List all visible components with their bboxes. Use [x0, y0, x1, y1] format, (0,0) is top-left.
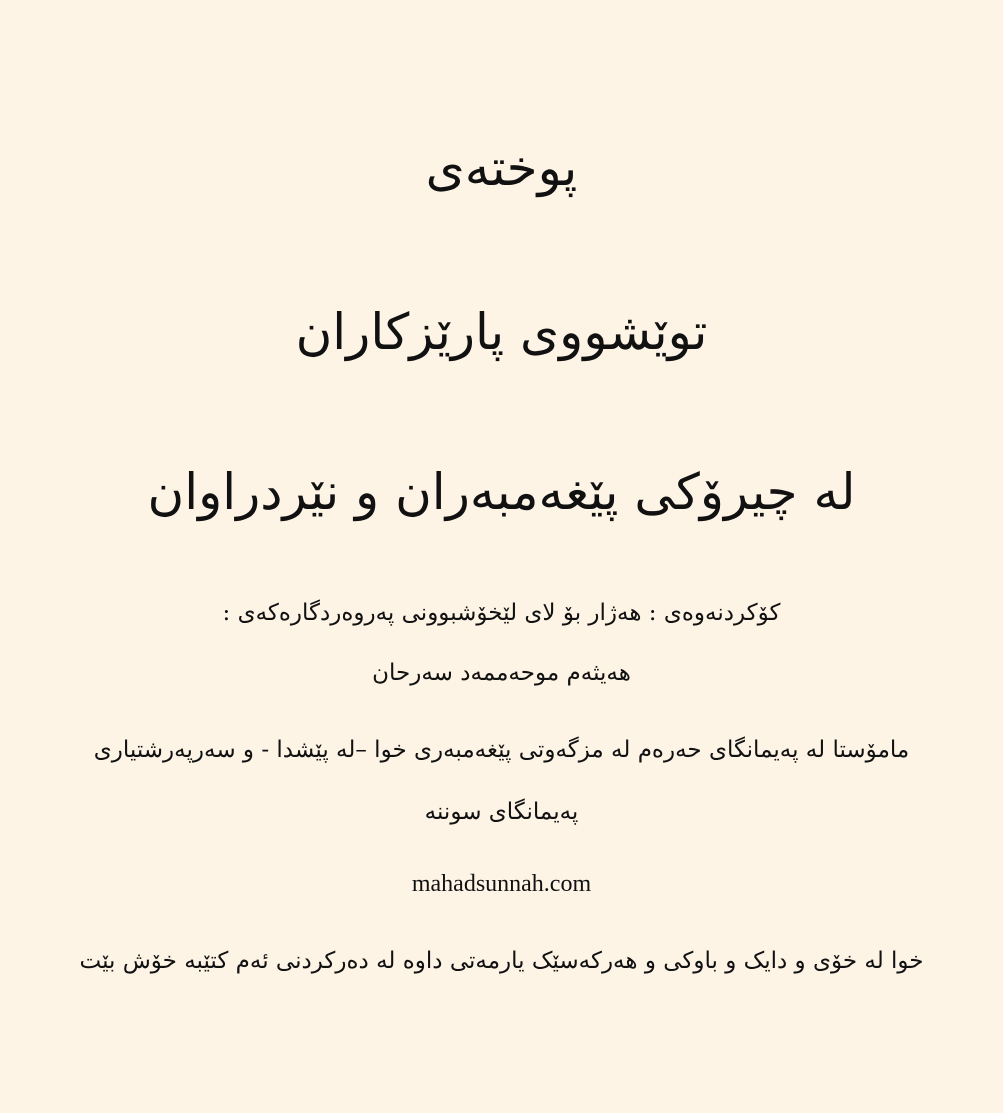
- author-description-line-2: پەیمانگای سوننە: [424, 799, 579, 825]
- title-line-2: توێشووی پارێزکاران: [295, 303, 708, 361]
- author-description-line-1: مامۆستا لە پەیمانگای حەرەم لە مزگەوتی پێغەمبەری خوا –لە پێشدا - و سەرپەرشتیاری: [93, 737, 910, 763]
- title-line-1: پوختەی: [425, 139, 578, 197]
- compiler-label: کۆکردنەوەی : هەژار بۆ لای لێخۆشبوونی پەروەردگارەکەی :: [222, 600, 781, 626]
- dua-text: خوا لە خۆی و دایک و باوکی و هەرکەسێک یارمەتی داوە لە دەرکردنی ئەم کتێبە خۆش بێت: [79, 948, 924, 974]
- title-line-3: لە چیرۆکی پێغەمبەران و نێردراوان: [147, 463, 856, 521]
- website-link[interactable]: mahadsunnah.com: [411, 871, 592, 897]
- author-name: هەیثەم موحەممەد سەرحان: [372, 660, 631, 686]
